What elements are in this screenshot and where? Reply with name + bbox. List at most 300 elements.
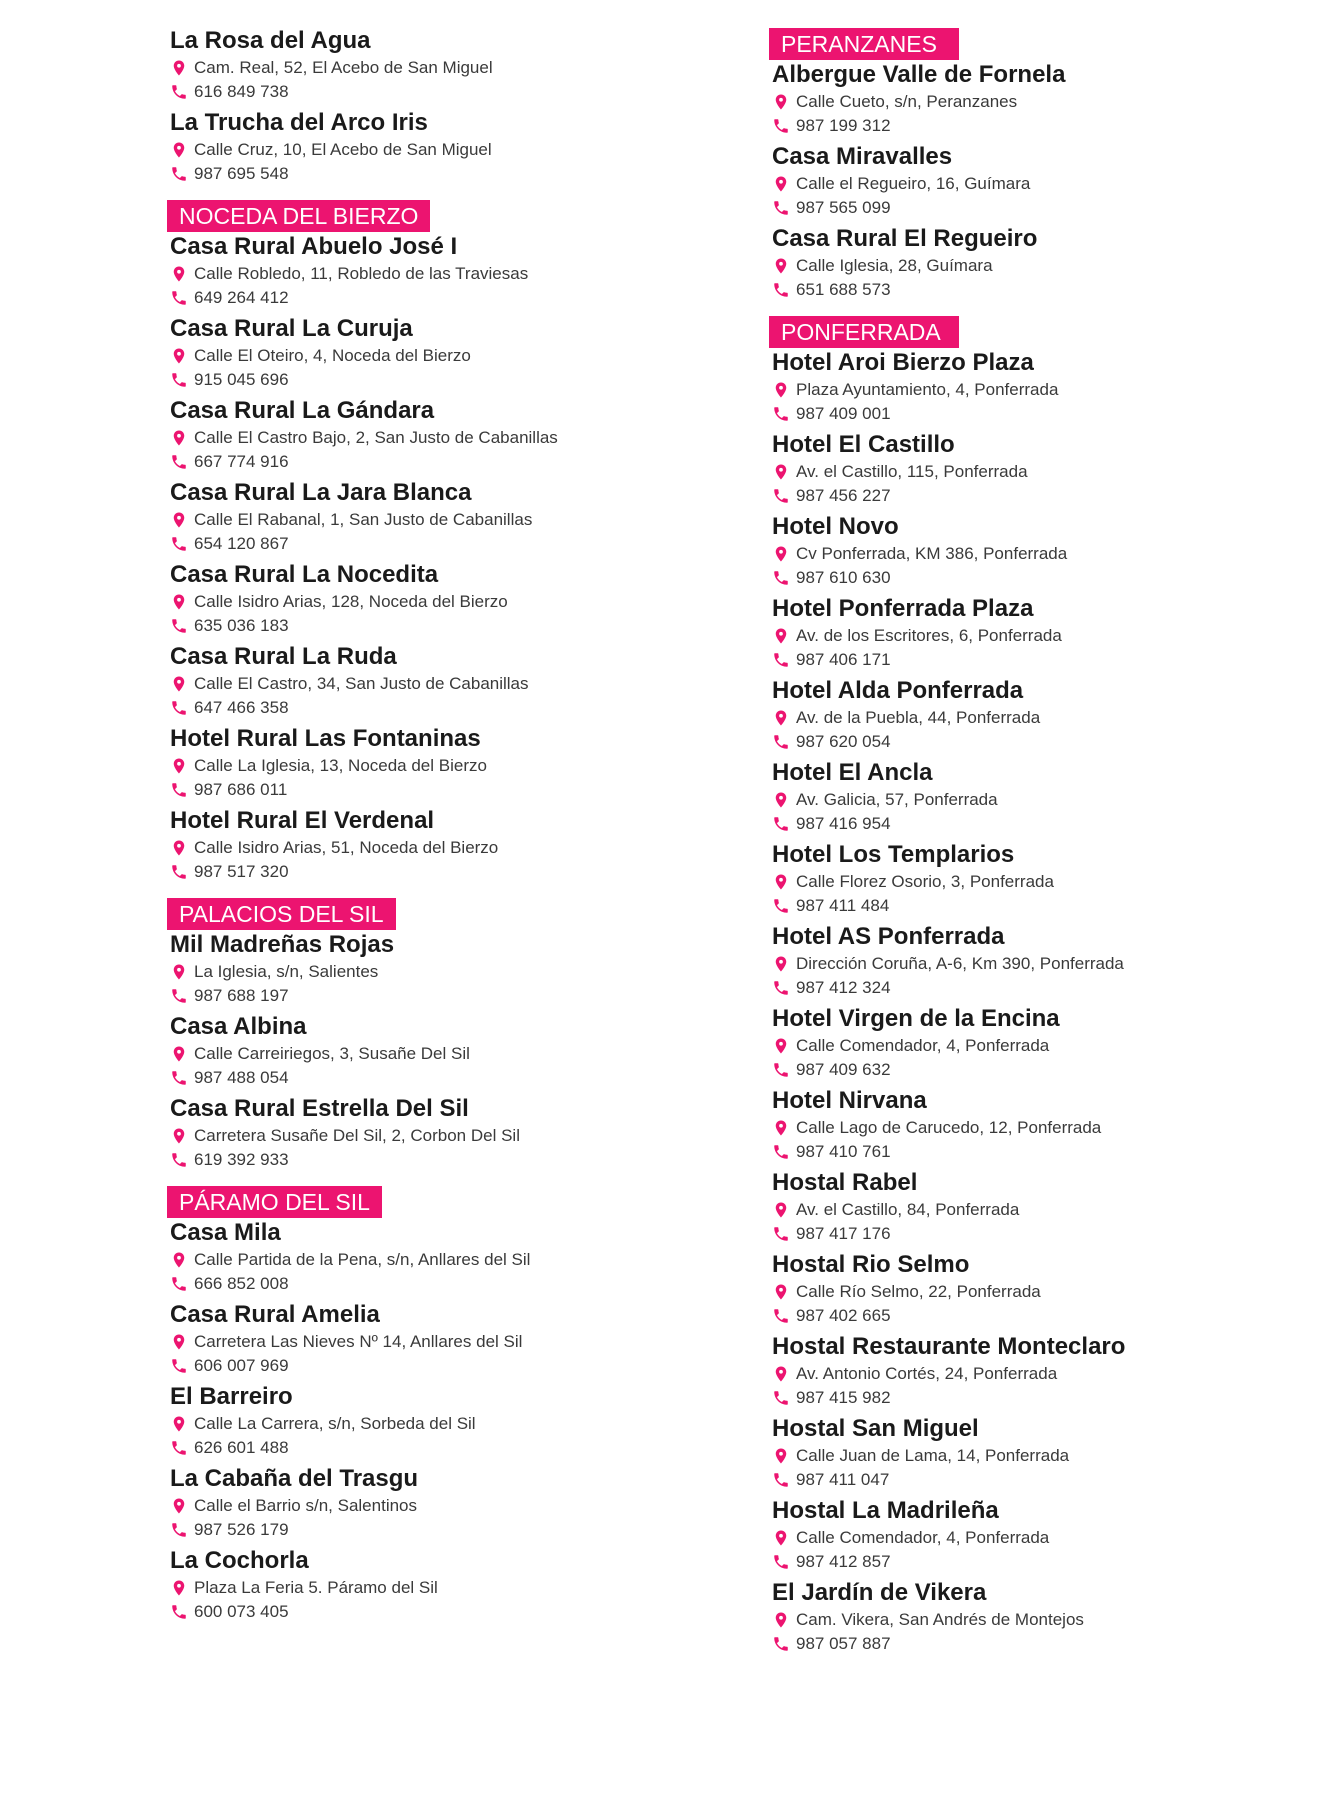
section-spacer — [170, 190, 730, 200]
map-pin-icon — [170, 757, 188, 775]
listing-la-cabana-del-trasgu — [170, 1464, 730, 1546]
listing-casa-rural-la-curuja — [170, 314, 730, 396]
listing-address: Av. el Castillo, 84, Ponferrada — [796, 1200, 1020, 1219]
listing-name: Hostal Rio Selmo — [772, 1251, 970, 1278]
phone-icon — [170, 1521, 188, 1539]
listing-address-row — [772, 706, 1332, 730]
listing-phone[interactable]: 647 466 358 — [194, 698, 289, 717]
listing-phone[interactable]: 987 409 001 — [796, 404, 891, 423]
listing-name: Hotel Alda Ponferrada — [772, 677, 1024, 704]
listing-address-row — [772, 870, 1332, 894]
phone-icon — [170, 1151, 188, 1169]
listing-phone[interactable]: 987 412 857 — [796, 1552, 891, 1571]
map-pin-icon — [170, 1579, 188, 1597]
phone-icon — [772, 117, 790, 135]
listing-phone[interactable]: 987 402 665 — [796, 1306, 891, 1325]
listing-hotel-virgen-de-la-encina — [772, 1004, 1332, 1086]
listing-address: Calle El Rabanal, 1, San Justo de Cabanillas — [194, 510, 533, 529]
listing-casa-rural-la-nocedita — [170, 560, 730, 642]
listing-name: Casa Rural La Gándara — [170, 397, 435, 424]
listing-address-row — [170, 1248, 730, 1272]
listing-address-row — [772, 542, 1332, 566]
listing-phone[interactable]: 626 601 488 — [194, 1438, 289, 1457]
listing-phone[interactable]: 987 688 197 — [194, 986, 289, 1005]
listing-casa-rural-estrella-del-sil — [170, 1094, 730, 1176]
listing-name: Hotel Rural El Verdenal — [170, 807, 435, 834]
map-pin-icon — [772, 1283, 790, 1301]
listing-address-row — [170, 262, 730, 286]
listing-phone[interactable]: 987 411 484 — [796, 896, 890, 915]
listing-address: Plaza La Feria 5. Páramo del Sil — [194, 1578, 438, 1597]
listing-address: Calle Robledo, 11, Robledo de las Traviesas — [194, 264, 529, 283]
listing-name: Casa Rural La Nocedita — [170, 561, 439, 588]
listing-hostal-la-madrilena — [772, 1496, 1332, 1578]
listing-address: Calle Carreiriegos, 3, Susañe Del Sil — [194, 1044, 470, 1063]
listing-name: Hostal Restaurante Monteclaro — [772, 1333, 1126, 1360]
listing-phone[interactable]: 987 610 630 — [796, 568, 891, 587]
listing-phone-row — [772, 1386, 1332, 1410]
listing-phone-row — [772, 812, 1332, 836]
listing-phone[interactable]: 654 120 867 — [194, 534, 289, 553]
phone-icon — [772, 1635, 790, 1653]
listing-phone[interactable]: 987 620 054 — [796, 732, 891, 751]
listing-address: Cam. Vikera, San Andrés de Montejos — [796, 1610, 1084, 1629]
listing-address-row — [170, 672, 730, 696]
listing-name: Mil Madreñas Rojas — [170, 931, 395, 958]
map-pin-icon — [772, 1611, 790, 1629]
listing-address-row — [170, 1330, 730, 1354]
listing-address-row — [170, 426, 730, 450]
listing-hotel-alda-ponferrada — [772, 676, 1332, 758]
listing-hotel-nirvana — [772, 1086, 1332, 1168]
map-pin-icon — [170, 963, 188, 981]
phone-icon — [772, 979, 790, 997]
listing-address: Plaza Ayuntamiento, 4, Ponferrada — [796, 380, 1059, 399]
listing-casa-rural-la-gandara — [170, 396, 730, 478]
phone-icon — [170, 1603, 188, 1621]
listing-hotel-aroi-bierzo-plaza — [772, 348, 1332, 430]
phone-icon — [772, 199, 790, 217]
listing-address: Calle Comendador, 4, Ponferrada — [796, 1036, 1050, 1055]
listing-address: La Iglesia, s/n, Salientes — [194, 962, 379, 981]
listing-casa-rural-la-ruda — [170, 642, 730, 724]
listing-phone[interactable]: 987 488 054 — [194, 1068, 289, 1087]
map-pin-icon — [170, 59, 188, 77]
listing-name: El Barreiro — [170, 1383, 293, 1410]
phone-icon — [772, 1143, 790, 1161]
listing-address-row — [170, 590, 730, 614]
listing-casa-albina — [170, 1012, 730, 1094]
section-spacer — [772, 306, 1332, 316]
listing-phone-row — [772, 730, 1332, 754]
phone-icon — [772, 487, 790, 505]
map-pin-icon — [772, 1037, 790, 1055]
phone-icon — [772, 1553, 790, 1571]
listing-phone-row — [772, 1468, 1332, 1492]
listing-phone-row — [170, 1148, 730, 1172]
listing-address-row — [170, 508, 730, 532]
listing-address-row — [170, 836, 730, 860]
section-spacer — [170, 1176, 730, 1186]
listing-phone-row — [170, 286, 730, 310]
listing-address-row — [772, 1608, 1332, 1632]
map-pin-icon — [772, 1365, 790, 1383]
listing-phone-row — [170, 860, 730, 884]
phone-icon — [772, 569, 790, 587]
phone-icon — [170, 863, 188, 881]
listing-phone-row — [170, 696, 730, 720]
listing-phone[interactable]: 987 199 312 — [796, 116, 891, 135]
phone-icon — [772, 651, 790, 669]
listing-phone-row — [170, 368, 730, 392]
listing-hotel-el-castillo — [772, 430, 1332, 512]
listing-phone[interactable]: 987 410 761 — [796, 1142, 891, 1161]
listing-phone-row — [170, 1600, 730, 1624]
listing-address-row — [170, 1042, 730, 1066]
map-pin-icon — [772, 791, 790, 809]
map-pin-icon — [170, 1415, 188, 1433]
listing-name: Hotel Virgen de la Encina — [772, 1005, 1060, 1032]
listing-phone[interactable]: 987 417 176 — [796, 1224, 891, 1243]
section-header-palacios-del-sil: PALACIOS DEL SIL — [167, 898, 396, 930]
listing-phone-row — [170, 614, 730, 638]
listing-phone-row — [772, 1632, 1332, 1656]
listing-name: Casa Rural La Jara Blanca — [170, 479, 472, 506]
listing-phone-row — [170, 778, 730, 802]
listing-phone[interactable]: 606 007 969 — [194, 1356, 289, 1375]
listing-name: Hostal San Miguel — [772, 1415, 979, 1442]
listing-address-row — [170, 1576, 730, 1600]
listing-casa-rural-el-regueiro — [772, 224, 1332, 306]
map-pin-icon — [170, 839, 188, 857]
phone-icon — [772, 1225, 790, 1243]
listing-phone-row — [170, 984, 730, 1008]
listing-phone[interactable]: 987 411 047 — [796, 1470, 890, 1489]
listing-phone-row — [772, 1550, 1332, 1574]
listing-name: Hotel Aroi Bierzo Plaza — [772, 349, 1034, 376]
listing-address: Calle La Carrera, s/n, Sorbeda del Sil — [194, 1414, 476, 1433]
listing-albergue-valle-de-fornela — [772, 60, 1332, 142]
phone-icon — [772, 1389, 790, 1407]
listing-phone-row — [170, 1436, 730, 1460]
listing-name: La Cabaña del Trasgu — [170, 1465, 419, 1492]
listing-phone[interactable]: 666 852 008 — [194, 1274, 289, 1293]
listing-phone-row — [772, 1140, 1332, 1164]
listing-address-row — [772, 788, 1332, 812]
listing-hotel-los-templarios — [772, 840, 1332, 922]
listing-phone-row — [772, 484, 1332, 508]
listing-phone[interactable]: 616 849 738 — [194, 82, 289, 101]
map-pin-icon — [170, 675, 188, 693]
listing-address-row — [170, 138, 730, 162]
listing-address-row — [170, 1124, 730, 1148]
listing-address-row — [170, 1494, 730, 1518]
listing-address: Calle Iglesia, 28, Guímara — [796, 256, 993, 275]
right-column — [772, 28, 1332, 1670]
listing-el-jardin-de-vikera — [772, 1578, 1332, 1660]
phone-icon — [170, 289, 188, 307]
listing-name: Hotel Los Templarios — [772, 841, 1015, 868]
phone-icon — [170, 617, 188, 635]
listing-phone-row — [772, 894, 1332, 918]
map-pin-icon — [170, 429, 188, 447]
listing-phone[interactable]: 987 415 982 — [796, 1388, 891, 1407]
listing-phone-row — [170, 1518, 730, 1542]
listing-address-row — [772, 1444, 1332, 1468]
phone-icon — [170, 781, 188, 799]
listing-hotel-novo — [772, 512, 1332, 594]
phone-icon — [772, 733, 790, 751]
listing-phone[interactable]: 987 416 954 — [796, 814, 891, 833]
map-pin-icon — [170, 1497, 188, 1515]
map-pin-icon — [170, 511, 188, 529]
phone-icon — [170, 453, 188, 471]
listing-name: Casa Rural Estrella Del Sil — [170, 1095, 469, 1122]
listing-name: El Jardín de Vikera — [772, 1579, 987, 1606]
listing-hostal-rio-selmo — [772, 1250, 1332, 1332]
listing-address-row — [170, 56, 730, 80]
listing-name: Hotel Novo — [772, 513, 899, 540]
listing-address: Carretera Susañe Del Sil, 2, Corbon Del Sil — [194, 1126, 520, 1145]
listing-phone-row — [772, 1058, 1332, 1082]
phone-icon — [170, 165, 188, 183]
left-column — [170, 26, 730, 1638]
listing-hostal-san-miguel — [772, 1414, 1332, 1496]
map-pin-icon — [772, 709, 790, 727]
listing-address: Av. Antonio Cortés, 24, Ponferrada — [796, 1364, 1058, 1383]
listing-phone-row — [170, 532, 730, 556]
listing-hotel-el-ancla — [772, 758, 1332, 840]
listing-name: La Cochorla — [170, 1547, 309, 1574]
listing-address: Cv Ponferrada, KM 386, Ponferrada — [796, 544, 1068, 563]
listing-phone[interactable]: 649 264 412 — [194, 288, 289, 307]
listing-la-rosa-del-agua — [170, 26, 730, 108]
listing-address: Calle Río Selmo, 22, Ponferrada — [796, 1282, 1041, 1301]
listing-address: Calle el Barrio s/n, Salentinos — [194, 1496, 418, 1515]
listing-address: Calle Isidro Arias, 51, Noceda del Bierzo — [194, 838, 499, 857]
listing-address: Calle el Regueiro, 16, Guímara — [796, 174, 1031, 193]
section-header-paramo-del-sil: PÁRAMO DEL SIL — [167, 1186, 382, 1218]
listing-name: Albergue Valle de Fornela — [772, 61, 1066, 88]
listing-phone[interactable]: 987 456 227 — [796, 486, 891, 505]
map-pin-icon — [772, 873, 790, 891]
listing-phone[interactable]: 987 409 632 — [796, 1060, 891, 1079]
listing-address-row — [772, 90, 1332, 114]
phone-icon — [170, 1357, 188, 1375]
phone-icon — [772, 815, 790, 833]
map-pin-icon — [772, 175, 790, 193]
listing-phone[interactable]: 987 565 099 — [796, 198, 891, 217]
listing-address: Carretera Las Nieves Nº 14, Anllares del Sil — [194, 1332, 523, 1351]
map-pin-icon — [170, 1251, 188, 1269]
listing-phone[interactable]: 667 774 916 — [194, 452, 289, 471]
listing-phone[interactable]: 915 045 696 — [194, 370, 289, 389]
listing-name: Hotel El Castillo — [772, 431, 955, 458]
map-pin-icon — [772, 1529, 790, 1547]
phone-icon — [170, 987, 188, 1005]
listing-phone[interactable]: 987 406 171 — [796, 650, 891, 669]
map-pin-icon — [772, 545, 790, 563]
section-header-peranzanes: PERANZANES — [769, 28, 959, 60]
listing-phone-row — [772, 278, 1332, 302]
listing-address-row — [772, 1034, 1332, 1058]
listing-address: Calle Comendador, 4, Ponferrada — [796, 1528, 1050, 1547]
listing-hotel-as-ponferrada — [772, 922, 1332, 1004]
listing-address: Av. de la Puebla, 44, Ponferrada — [796, 708, 1041, 727]
listing-address-row — [170, 960, 730, 984]
phone-icon — [772, 1061, 790, 1079]
phone-icon — [772, 897, 790, 915]
section-spacer — [772, 1660, 1332, 1670]
listing-casa-miravalles — [772, 142, 1332, 224]
listing-phone[interactable]: 987 517 320 — [194, 862, 289, 881]
listing-phone[interactable]: 987 057 887 — [796, 1634, 891, 1653]
listing-casa-rural-amelia — [170, 1300, 730, 1382]
map-pin-icon — [170, 347, 188, 365]
listing-name: Casa Mila — [170, 1219, 281, 1246]
section-header-noceda-del-bierzo: NOCEDA DEL BIERZO — [167, 200, 430, 232]
phone-icon — [772, 405, 790, 423]
listing-phone-row — [170, 162, 730, 186]
listing-name: Hotel Rural Las Fontaninas — [170, 725, 481, 752]
listing-name: Casa Rural Abuelo José I — [170, 233, 458, 260]
listing-phone-row — [772, 196, 1332, 220]
listing-el-barreiro — [170, 1382, 730, 1464]
listing-address: Calle El Castro, 34, San Justo de Cabanillas — [194, 674, 529, 693]
listing-phone[interactable]: 635 036 183 — [194, 616, 289, 635]
listing-name: Hotel AS Ponferrada — [772, 923, 1005, 950]
map-pin-icon — [170, 1045, 188, 1063]
listing-phone[interactable]: 651 688 573 — [796, 280, 891, 299]
listing-phone-row — [772, 402, 1332, 426]
map-pin-icon — [772, 1119, 790, 1137]
listing-address: Calle La Iglesia, 13, Noceda del Bierzo — [194, 756, 487, 775]
listing-address: Calle Lago de Carucedo, 12, Ponferrada — [796, 1118, 1102, 1137]
listing-casa-mila — [170, 1218, 730, 1300]
listing-address-row — [772, 460, 1332, 484]
phone-icon — [170, 699, 188, 717]
listing-address-row — [170, 754, 730, 778]
listing-hotel-rural-las-fontaninas — [170, 724, 730, 806]
map-pin-icon — [772, 257, 790, 275]
map-pin-icon — [170, 265, 188, 283]
listing-la-cochorla — [170, 1546, 730, 1628]
listing-name: Hostal La Madrileña — [772, 1497, 999, 1524]
map-pin-icon — [772, 1201, 790, 1219]
map-pin-icon — [772, 627, 790, 645]
listing-name: Casa Rural Amelia — [170, 1301, 380, 1328]
listing-address: Dirección Coruña, A-6, Km 390, Ponferrada — [796, 954, 1124, 973]
listing-phone-row — [772, 1304, 1332, 1328]
phone-icon — [170, 1069, 188, 1087]
phone-icon — [170, 83, 188, 101]
listing-hotel-ponferrada-plaza — [772, 594, 1332, 676]
listing-casa-rural-abuelo-jose-i — [170, 232, 730, 314]
listing-address-row — [772, 624, 1332, 648]
listing-phone-row — [772, 114, 1332, 138]
listing-address: Av. Galicia, 57, Ponferrada — [796, 790, 998, 809]
listing-phone-row — [170, 450, 730, 474]
listing-address-row — [772, 1362, 1332, 1386]
listing-name: Casa Rural La Ruda — [170, 643, 397, 670]
listing-name: Hotel Ponferrada Plaza — [772, 595, 1034, 622]
listing-address-row — [772, 1198, 1332, 1222]
listing-phone-row — [170, 1354, 730, 1378]
map-pin-icon — [772, 1447, 790, 1465]
phone-icon — [170, 1275, 188, 1293]
listing-address: Calle El Oteiro, 4, Noceda del Bierzo — [194, 346, 471, 365]
listing-hostal-rabel — [772, 1168, 1332, 1250]
phone-icon — [772, 1471, 790, 1489]
listing-address-row — [772, 172, 1332, 196]
listing-address-row — [772, 952, 1332, 976]
listing-phone-row — [170, 1272, 730, 1296]
map-pin-icon — [170, 141, 188, 159]
listing-la-trucha-del-arco-iris — [170, 108, 730, 190]
listing-address: Cam. Real, 52, El Acebo de San Miguel — [194, 58, 493, 77]
listing-name: Hotel El Ancla — [772, 759, 933, 786]
listing-hotel-rural-el-verdenal — [170, 806, 730, 888]
listing-phone[interactable]: 987 686 011 — [194, 780, 288, 799]
listing-address-row — [170, 344, 730, 368]
section-header-ponferrada: PONFERRADA — [769, 316, 959, 348]
listing-address: Calle Florez Osorio, 3, Ponferrada — [796, 872, 1054, 891]
listing-phone-row — [772, 648, 1332, 672]
listing-address-row — [772, 1116, 1332, 1140]
listing-address: Calle Cueto, s/n, Peranzanes — [796, 92, 1018, 111]
listing-address-row — [772, 1280, 1332, 1304]
map-pin-icon — [772, 463, 790, 481]
listing-name: Casa Rural El Regueiro — [772, 225, 1038, 252]
listing-phone-row — [170, 80, 730, 104]
listing-name: Casa Rural La Curuja — [170, 315, 413, 342]
phone-icon — [170, 535, 188, 553]
listing-address: Calle Isidro Arias, 128, Noceda del Bierzo — [194, 592, 508, 611]
listing-name: Casa Miravalles — [772, 143, 953, 170]
map-pin-icon — [772, 381, 790, 399]
listing-name: Casa Albina — [170, 1013, 307, 1040]
listing-address: Av. de los Escritores, 6, Ponferrada — [796, 626, 1062, 645]
listing-address-row — [170, 1412, 730, 1436]
map-pin-icon — [772, 955, 790, 973]
listing-phone[interactable]: 619 392 933 — [194, 1150, 289, 1169]
listing-phone-row — [772, 566, 1332, 590]
listing-phone[interactable]: 987 412 324 — [796, 978, 891, 997]
listing-mil-madrenas-rojas — [170, 930, 730, 1012]
phone-icon — [772, 1307, 790, 1325]
phone-icon — [170, 1439, 188, 1457]
listing-name: La Trucha del Arco Iris — [170, 109, 428, 136]
phone-icon — [170, 371, 188, 389]
listing-address: Calle El Castro Bajo, 2, San Justo de Cabanillas — [194, 428, 558, 447]
listing-name: La Rosa del Agua — [170, 27, 371, 54]
listing-phone-row — [772, 1222, 1332, 1246]
phone-icon — [772, 281, 790, 299]
listing-address-row — [772, 254, 1332, 278]
listing-phone[interactable]: 600 073 405 — [194, 1602, 289, 1621]
listing-address: Calle Cruz, 10, El Acebo de San Miguel — [194, 140, 492, 159]
listing-phone-row — [170, 1066, 730, 1090]
map-pin-icon — [170, 593, 188, 611]
listing-phone[interactable]: 987 526 179 — [194, 1520, 289, 1539]
listing-casa-rural-la-jara-blanca — [170, 478, 730, 560]
listing-address: Calle Juan de Lama, 14, Ponferrada — [796, 1446, 1070, 1465]
section-spacer — [170, 1628, 730, 1638]
listing-phone[interactable]: 987 695 548 — [194, 164, 289, 183]
map-pin-icon — [170, 1333, 188, 1351]
listing-hostal-restaurante-monteclaro — [772, 1332, 1332, 1414]
listing-name: Hotel Nirvana — [772, 1087, 927, 1114]
